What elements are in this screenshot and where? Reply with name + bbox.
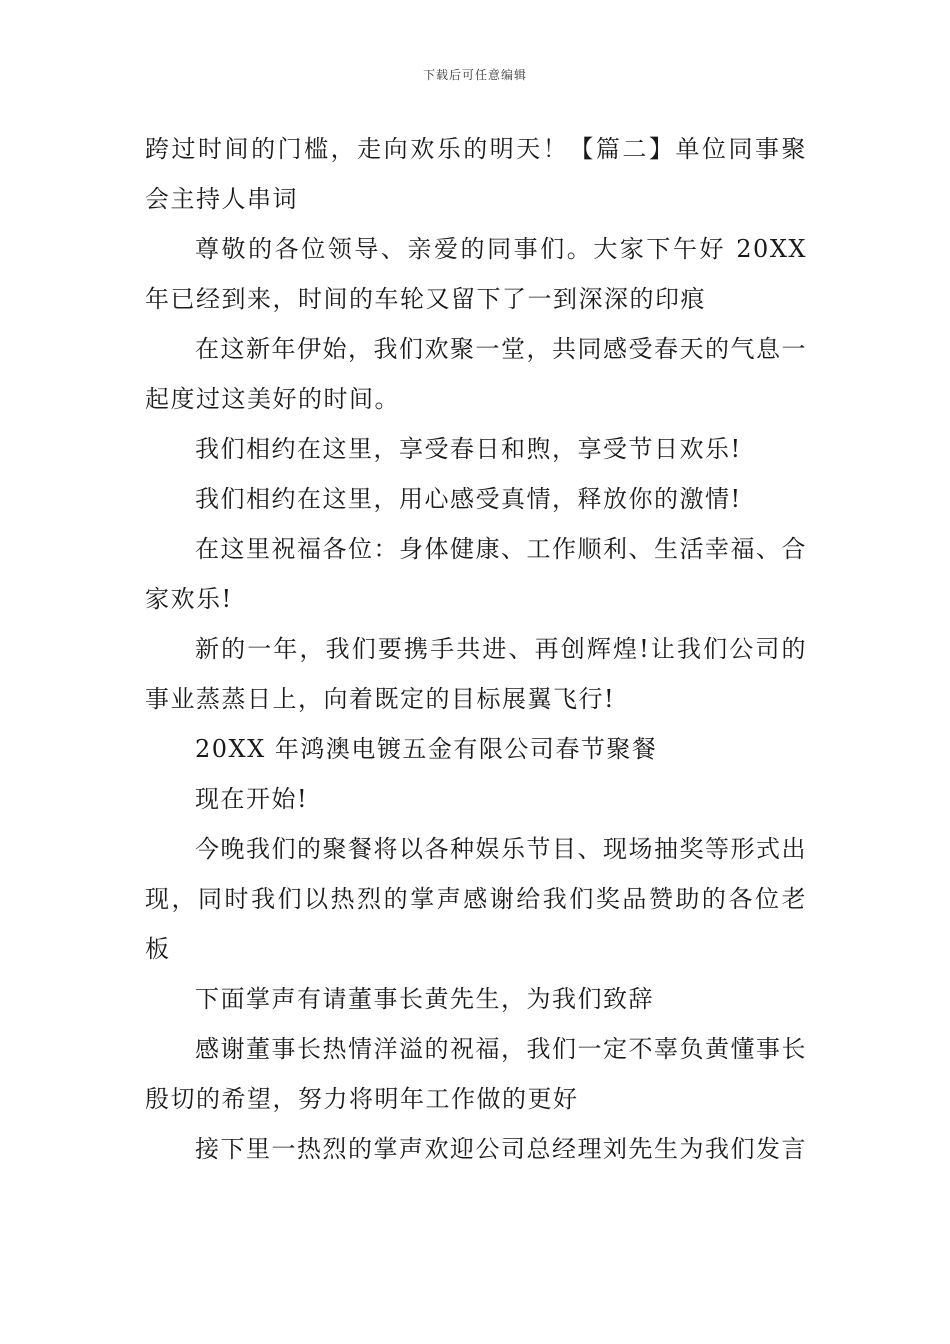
paragraph: 下面掌声有请董事长黄先生，为我们致辞 [195, 985, 654, 1013]
paragraph: 现在开始! [195, 785, 309, 813]
paragraph: 感谢董事长热情洋溢的祝福，我们一定不辜负黄懂事长殷切的希望，努力将明年工作做的更好 [145, 1035, 807, 1113]
page-header: 下载后可任意编辑 [422, 68, 527, 82]
paragraph: 20XX 年鸿澳电镀五金有限公司春节聚餐 [195, 735, 658, 763]
document-body [145, 124, 807, 1174]
paragraph: 今晚我们的聚餐将以各种娱乐节目、现场抽奖等形式出现，同时我们以热烈的掌声感谢给我们奖品赞助的各位老板 [145, 835, 807, 963]
paragraph: 新的一年，我们要携手共进、再创辉煌!让我们公司的事业蒸蒸日上，向着既定的目标展翼飞行! [145, 635, 807, 713]
paragraph: 尊敬的各位领导、亲爱的同事们。大家下午好 20XX 年已经到来，时间的车轮又留下了一到深深的印痕 [145, 235, 807, 313]
paragraph: 在这里祝福各位：身体健康、工作顺利、生活幸福、合家欢乐! [145, 535, 807, 613]
paragraph: 在这新年伊始，我们欢聚一堂，共同感受春天的气息一起度过这美好的时间。 [145, 335, 807, 413]
paragraph: 我们相约在这里，享受春日和煦，享受节日欢乐! [195, 435, 742, 463]
paragraph: 接下里一热烈的掌声欢迎公司总经理刘先生为我们发言 [195, 1135, 807, 1163]
paragraph: 跨过时间的门槛，走向欢乐的明天！【篇二】单位同事聚会主持人串词 [145, 135, 807, 213]
paragraph: 我们相约在这里，用心感受真情，释放你的激情! [195, 485, 742, 513]
